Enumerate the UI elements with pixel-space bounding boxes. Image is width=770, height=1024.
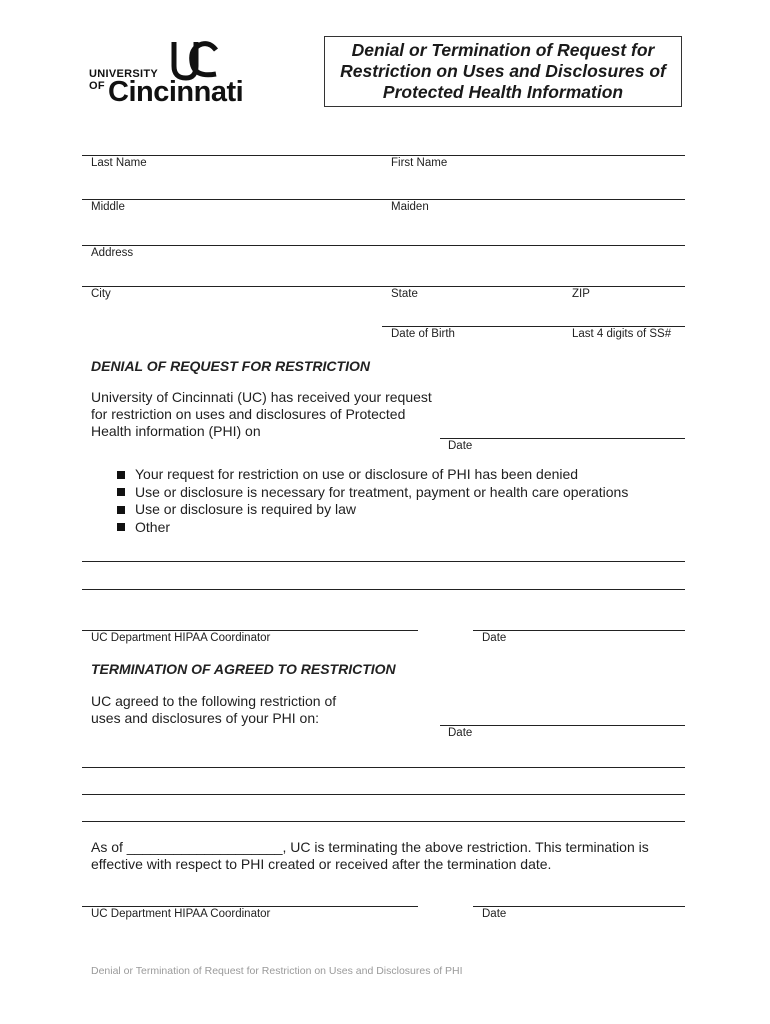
address-field-line[interactable] <box>82 245 685 246</box>
form-title-box <box>324 36 682 107</box>
dob-ssn-field-line[interactable] <box>382 326 685 327</box>
city-field-line[interactable] <box>82 286 685 287</box>
termination-sign-date-line[interactable] <box>473 906 685 907</box>
agreement-date-line[interactable] <box>440 725 685 726</box>
zip-label: ZIP <box>572 288 590 300</box>
restriction-line-3[interactable] <box>82 821 685 822</box>
denial-reason-item[interactable] <box>117 501 628 519</box>
checkbox-square-icon[interactable] <box>117 523 125 531</box>
denial-reason-text: Your request for restriction on use or disclosure of PHI has been denied <box>135 466 579 482</box>
checkbox-square-icon[interactable] <box>117 488 125 496</box>
ssn-last4-label: Last 4 digits of SS# <box>572 328 672 340</box>
denial-coordinator-label: UC Department HIPAA Coordinator <box>91 632 271 644</box>
denial-reason-text: Use or disclosure is necessary for treatment, payment or health care operations <box>135 483 629 500</box>
form-title-line-2: Restriction on Uses and Disclosures of <box>340 61 666 81</box>
checkbox-square-icon[interactable] <box>117 506 125 514</box>
denial-text-line-2: for restriction on uses and disclosures of Protected <box>91 406 406 422</box>
middle-field-line[interactable] <box>82 199 685 200</box>
form-title-line-1: Denial or Termination of Request for <box>351 40 655 60</box>
other-reason-line-2[interactable] <box>82 589 685 590</box>
denial-coordinator-signature-line[interactable] <box>82 630 418 631</box>
termination-text-line-1: UC agreed to the following restriction of <box>91 693 337 709</box>
restriction-line-2[interactable] <box>82 794 685 795</box>
termination-heading: TERMINATION OF AGREED TO RESTRICTION <box>91 661 396 677</box>
termination-as-of-line-2: effective with respect to PHI created or received after the termination date. <box>91 856 552 872</box>
last-name-field-line[interactable] <box>82 155 685 156</box>
termination-coordinator-label: UC Department HIPAA Coordinator <box>91 908 271 920</box>
other-reason-line-1[interactable] <box>82 561 685 562</box>
termination-as-of-line-1: As of ____________________, UC is terminating the above restriction. This termination is <box>91 839 649 855</box>
agreement-date-label: Date <box>448 727 473 739</box>
denial-heading: DENIAL OF REQUEST FOR RESTRICTION <box>91 358 370 374</box>
state-label: State <box>391 288 418 300</box>
middle-label: Middle <box>91 201 125 213</box>
denial-text-line-1: University of Cincinnati (UC) has received your request <box>91 389 432 405</box>
denial-reason-item[interactable] <box>117 484 628 502</box>
address-label: Address <box>91 247 134 259</box>
termination-text-line-2: uses and disclosures of your PHI on: <box>91 710 320 726</box>
request-date-label: Date <box>448 440 473 452</box>
logo-university-of: UNIVERSITY OF <box>89 68 158 92</box>
denial-sign-date-label: Date <box>482 632 507 644</box>
maiden-label: Maiden <box>391 201 429 213</box>
denial-reason-text: Use or disclosure is required by law <box>135 501 356 517</box>
denial-sign-date-line[interactable] <box>473 630 685 631</box>
logo-cincinnati: Cincinnati <box>108 76 244 108</box>
denial-reasons-list <box>117 466 628 536</box>
termination-sign-date-label: Date <box>482 908 507 920</box>
last-name-label: Last Name <box>91 157 147 169</box>
restriction-line-1[interactable] <box>82 767 685 768</box>
termination-coordinator-signature-line[interactable] <box>82 906 418 907</box>
date-of-birth-label: Date of Birth <box>391 328 455 340</box>
form-title-line-3: Protected Health Information <box>382 82 624 102</box>
request-date-line[interactable] <box>440 438 685 439</box>
page-footer: Denial or Termination of Request for Restriction on Uses and Disclosures of PHI <box>91 965 463 977</box>
denial-reason-item[interactable] <box>117 466 628 484</box>
city-label: City <box>91 288 111 300</box>
checkbox-square-icon[interactable] <box>117 471 125 479</box>
denial-text-line-3: Health information (PHI) on <box>91 423 261 439</box>
denial-reason-item[interactable] <box>117 519 628 537</box>
first-name-label: First Name <box>391 157 448 169</box>
denial-reason-text: Other <box>135 518 171 535</box>
